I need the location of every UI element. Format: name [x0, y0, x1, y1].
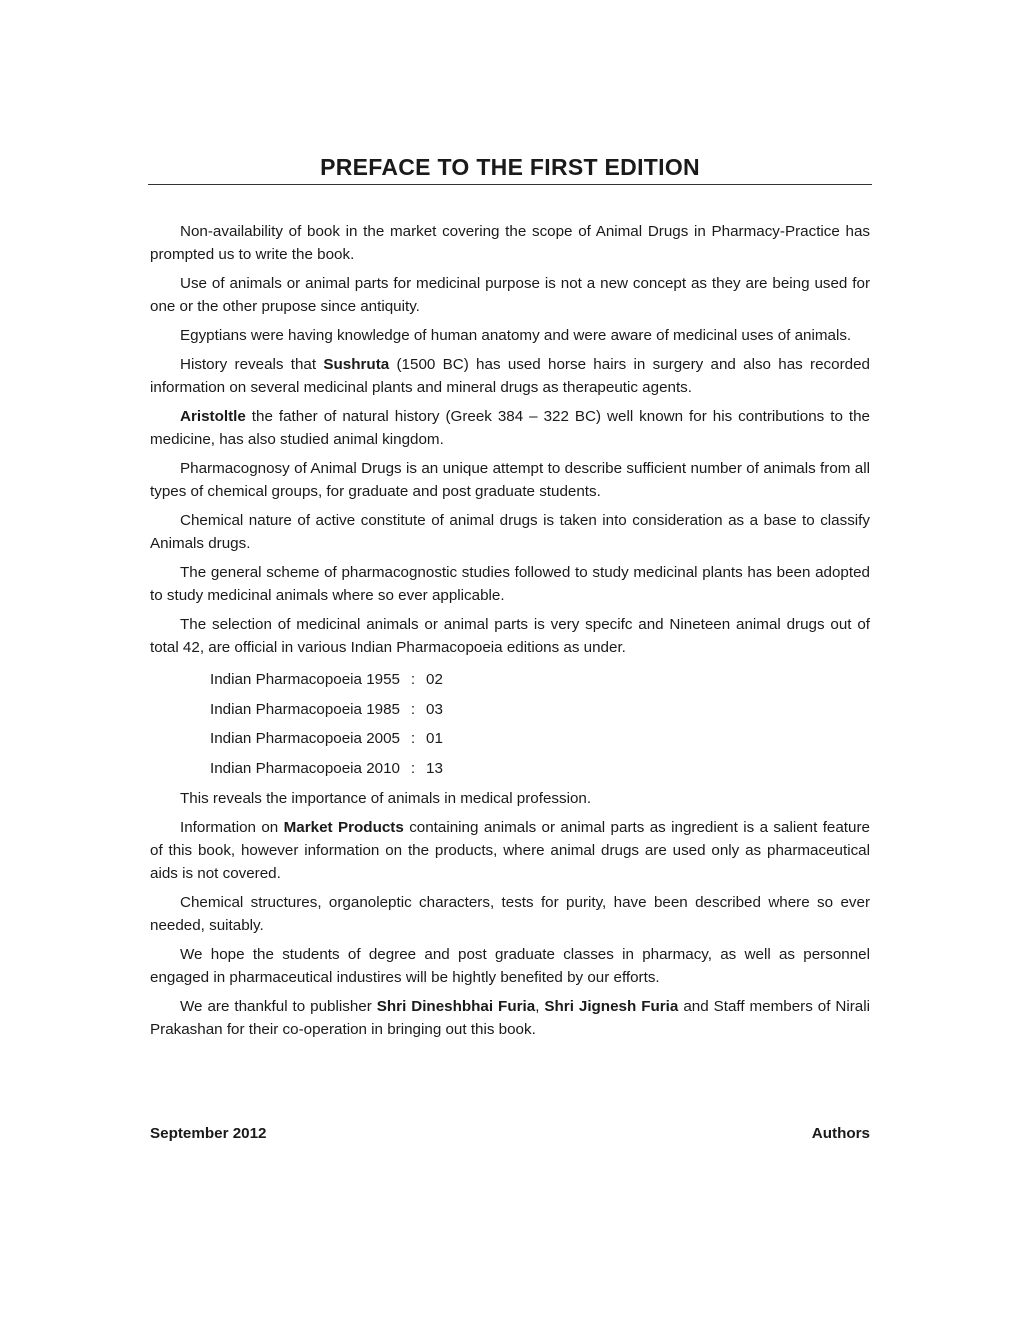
- pharmacopoeia-table: [210, 665, 443, 783]
- bold-name-aristotle: Aristoltle: [180, 408, 246, 425]
- text-run: ,: [535, 998, 545, 1015]
- table-row: [210, 754, 443, 784]
- text-run: History reveals that: [180, 356, 324, 373]
- separator-cell: :: [410, 671, 416, 689]
- paragraph: The selection of medicinal animals or animal parts is very specifc and Nineteen animal drugs out of total 42, are official in various Indian Pharmacopoeia editions as under.: [150, 616, 870, 656]
- text-run: the father of natural history (Greek 384 – 322 BC) well known for his contributions to the medicine, has also studied animal kingdom.: [150, 408, 870, 448]
- paragraph: [150, 405, 870, 451]
- signoff-date: September 2012: [150, 1125, 267, 1142]
- edition-cell: Indian Pharmacopoeia 2005: [210, 730, 400, 748]
- count-cell: 13: [426, 759, 443, 777]
- preface-body: [150, 220, 870, 1047]
- paragraph: This reveals the importance of animals in medical profession.: [180, 790, 592, 807]
- text-run: (1500 BC) has used horse hairs in surgery and also has recorded information on several medicinal plants and mineral drugs as therapeutic agents.: [150, 356, 870, 396]
- paragraph: Non-availability of book in the market covering the scope of Animal Drugs in Pharmacy-Practice has prompted us to write the book.: [150, 223, 870, 263]
- bold-name-sushruta: Sushruta: [323, 356, 390, 373]
- bold-name-publisher: Shri Jignesh Furia: [544, 998, 679, 1015]
- paragraph: Pharmacognosy of Animal Drugs is an unique attempt to describe sufficient number of animals from all types of chemical groups, for graduate and post graduate students.: [150, 460, 870, 500]
- paragraph: Chemical structures, organoleptic characters, tests for purity, have been described where so ever needed, suitably.: [150, 894, 870, 934]
- page-title: PREFACE TO THE FIRST EDITION: [320, 154, 700, 180]
- edition-cell: Indian Pharmacopoeia 2010: [210, 759, 400, 777]
- paragraph: Chemical nature of active constitute of animal drugs is taken into consideration as a base to classify Animals drugs.: [150, 512, 870, 552]
- edition-cell: Indian Pharmacopoeia 1955: [210, 671, 400, 689]
- separator-cell: :: [410, 730, 416, 748]
- paragraph: Egyptians were having knowledge of human anatomy and were aware of medicinal uses of animals.: [180, 327, 852, 344]
- text-run: and Staff members of Nirali Prakashan for their co-operation in bringing out this book.: [150, 998, 870, 1038]
- count-cell: 01: [426, 730, 443, 748]
- separator-cell: :: [410, 700, 416, 718]
- title-rule: [148, 184, 872, 185]
- paragraph: [150, 816, 870, 885]
- table-row: [210, 665, 443, 695]
- paragraph: We hope the students of degree and post graduate classes in pharmacy, as well as personnel engaged in pharmaceutical industires will be hightly benefited by our efforts.: [150, 946, 870, 986]
- edition-cell: Indian Pharmacopoeia 1985: [210, 700, 400, 718]
- bold-market-products: Market Products: [283, 819, 404, 836]
- bold-name-publisher: Shri Dineshbhai Furia: [376, 998, 536, 1015]
- paragraph: The general scheme of pharmacognostic studies followed to study medicinal plants has been adopted to study medicinal animals where so ever applicable.: [150, 564, 870, 604]
- paragraph: [150, 995, 870, 1041]
- count-cell: 03: [426, 700, 443, 718]
- signoff-line: [150, 1122, 870, 1145]
- paragraph: [150, 353, 870, 399]
- table-row: [210, 724, 443, 754]
- text-run: We are thankful to publisher: [180, 998, 377, 1015]
- separator-cell: :: [410, 759, 416, 777]
- table-row: [210, 695, 443, 725]
- paragraph: Use of animals or animal parts for medicinal purpose is not a new concept as they are being used for one or the other prupose since antiquity.: [150, 275, 870, 315]
- signoff-authors: Authors: [811, 1125, 870, 1142]
- count-cell: 02: [426, 671, 443, 689]
- text-run: Information on: [180, 819, 284, 836]
- text-run: containing animals or animal parts as ingredient is a salient feature of this book, however information on the products, where animal drugs are used only as pharmaceutical aids is not covered.: [150, 819, 870, 882]
